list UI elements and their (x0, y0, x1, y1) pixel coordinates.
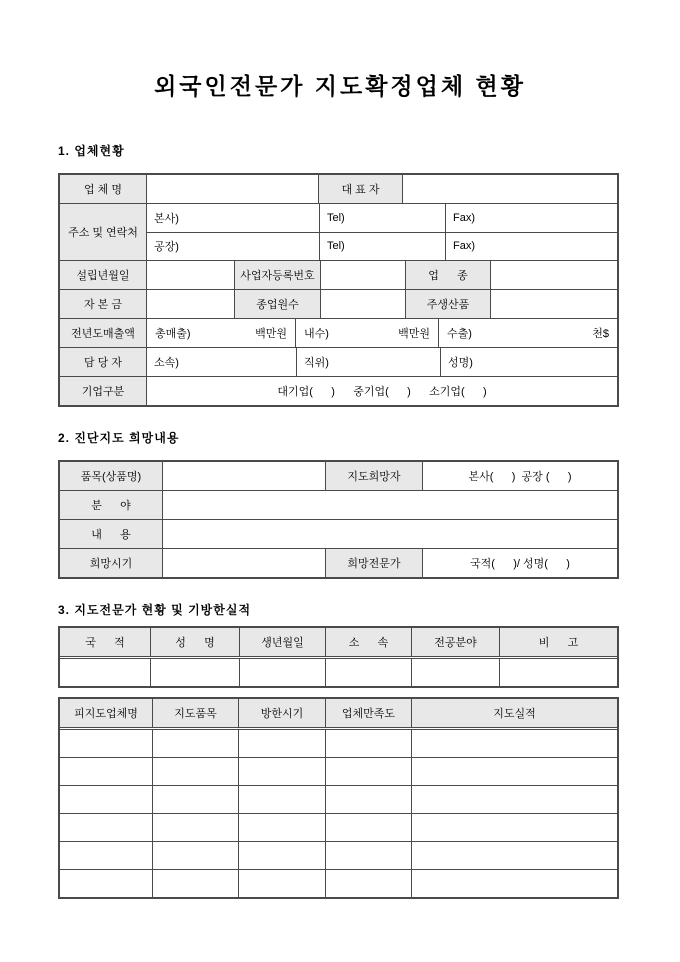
record-cell[interactable] (238, 758, 325, 785)
expert-affiliation-header: 소 속 (325, 628, 411, 656)
record-cell[interactable] (411, 730, 617, 757)
record-cell[interactable] (60, 814, 152, 841)
content-label: 내 용 (60, 520, 162, 548)
guided-item-header: 지도품목 (152, 699, 238, 727)
biz-reg-no-label: 사업자등록번호 (234, 261, 320, 289)
record-cell[interactable] (411, 814, 617, 841)
main-product-field[interactable] (490, 290, 617, 318)
section1-heading: 1. 업체현황 (58, 144, 125, 158)
record-table-row (60, 785, 617, 813)
manager-dept-field[interactable]: 소속) (146, 348, 296, 376)
hq-tel-field[interactable]: Tel) (319, 204, 445, 232)
factory-subrow (147, 232, 617, 261)
field-field[interactable] (162, 491, 617, 519)
record-cell[interactable] (152, 786, 238, 813)
record-cell[interactable] (325, 758, 411, 785)
record-cell[interactable] (152, 870, 238, 897)
biz-reg-no-field[interactable] (320, 261, 405, 289)
employees-field[interactable] (320, 290, 405, 318)
table-row (60, 260, 617, 289)
expert-nationality-cell[interactable] (60, 659, 150, 686)
record-table-row (60, 841, 617, 869)
export-sales-field[interactable] (438, 319, 617, 347)
industry-field[interactable] (490, 261, 617, 289)
domestic-sales-field[interactable] (295, 319, 438, 347)
expert-remarks-header: 비 고 (499, 628, 617, 656)
export-sales-prefix: 수출) (447, 328, 472, 340)
expert-specialty-header: 전공분야 (411, 628, 499, 656)
record-cell[interactable] (60, 842, 152, 869)
expert-remarks-cell[interactable] (499, 659, 617, 686)
desired-timing-label: 희망시기 (60, 549, 162, 577)
guidance-request-table (58, 460, 619, 579)
record-cell[interactable] (411, 842, 617, 869)
record-cell[interactable] (325, 730, 411, 757)
expert-nationality-header: 국 적 (60, 628, 150, 656)
record-cell[interactable] (152, 814, 238, 841)
manager-name-field[interactable]: 성명) (440, 348, 617, 376)
guidance-requester-label: 지도희망자 (325, 462, 422, 490)
prev-year-sales-label: 전년도매출액 (60, 319, 146, 347)
table-row (60, 490, 617, 519)
desired-expert-field[interactable]: 국적( )/ 성명( ) (422, 549, 617, 577)
ceo-field[interactable] (402, 175, 617, 203)
record-cell[interactable] (152, 758, 238, 785)
company-status-table (58, 173, 619, 407)
record-cell[interactable] (238, 730, 325, 757)
total-sales-prefix: 총매출) (155, 328, 191, 340)
guidance-record-table (58, 697, 619, 899)
satisfaction-header: 업체만족도 (325, 699, 411, 727)
capital-label: 자 본 금 (60, 290, 146, 318)
domestic-sales-prefix: 내수) (304, 328, 329, 340)
expert-birthdate-header: 생년월일 (239, 628, 325, 656)
record-cell[interactable] (238, 786, 325, 813)
manager-position-field[interactable]: 직위) (296, 348, 440, 376)
record-table-row (60, 757, 617, 785)
record-cell[interactable] (60, 786, 152, 813)
table-row (60, 318, 617, 347)
company-class-options-field[interactable]: 대기업( ) 중기업( ) 소기업( ) (146, 377, 617, 405)
domestic-sales-unit: 백만원 (398, 328, 430, 340)
record-cell[interactable] (325, 786, 411, 813)
item-name-field[interactable] (162, 462, 325, 490)
industry-label: 업 종 (405, 261, 490, 289)
table-row (60, 376, 617, 405)
record-table-row (60, 869, 617, 897)
hq-fax-field[interactable]: Fax) (445, 204, 617, 232)
ceo-label: 대 표 자 (318, 175, 402, 203)
expert-table-header-row (60, 628, 617, 659)
company-name-field[interactable] (146, 175, 318, 203)
record-cell[interactable] (60, 758, 152, 785)
employees-label: 종업원수 (234, 290, 320, 318)
company-name-label: 업 체 명 (60, 175, 146, 203)
guided-company-header: 피지도업체명 (60, 699, 152, 727)
table-row (60, 519, 617, 548)
record-cell[interactable] (152, 842, 238, 869)
field-label: 분 야 (60, 491, 162, 519)
visit-period-header: 방한시기 (238, 699, 325, 727)
table-row (60, 548, 617, 577)
total-sales-unit: 백만원 (255, 328, 287, 340)
desired-expert-label: 희망전문가 (325, 549, 422, 577)
guidance-requester-field[interactable]: 본사( ) 공장 ( ) (422, 462, 617, 490)
record-table-header-row (60, 699, 617, 730)
guidance-result-header: 지도실적 (411, 699, 617, 727)
factory-address-field[interactable]: 공장) (154, 241, 179, 254)
record-cell[interactable] (325, 870, 411, 897)
founded-date-field[interactable] (146, 261, 234, 289)
table-row (60, 462, 617, 490)
record-cell[interactable] (411, 758, 617, 785)
desired-timing-field[interactable] (162, 549, 325, 577)
expert-name-cell[interactable] (150, 659, 239, 686)
record-cell[interactable] (60, 870, 152, 897)
address-contact-label: 주소 및 연락처 (60, 204, 146, 260)
section3-heading: 3. 지도전문가 현황 및 기방한실적 (58, 603, 252, 617)
record-cell[interactable] (60, 730, 152, 757)
table-row (60, 347, 617, 376)
expert-status-table (58, 626, 619, 688)
company-class-label: 기업구분 (60, 377, 146, 405)
record-cell[interactable] (411, 870, 617, 897)
record-cell[interactable] (325, 842, 411, 869)
record-table-row (60, 730, 617, 757)
record-cell[interactable] (325, 814, 411, 841)
table-row (60, 289, 617, 318)
expert-affiliation-cell[interactable] (325, 659, 411, 686)
table-row (60, 175, 617, 203)
total-sales-field[interactable] (146, 319, 295, 347)
factory-tel-field[interactable]: Tel) (319, 233, 445, 261)
export-sales-unit: 천$ (592, 328, 609, 340)
manager-label: 담 당 자 (60, 348, 146, 376)
page-title: 외국인전문가 지도확정업체 현황 (154, 73, 526, 99)
item-name-label: 품목(상품명) (60, 462, 162, 490)
hq-subrow (147, 204, 617, 232)
capital-field[interactable] (146, 290, 234, 318)
record-cell[interactable] (238, 870, 325, 897)
record-table-row (60, 813, 617, 841)
founded-date-label: 설립년월일 (60, 261, 146, 289)
main-product-label: 주생산품 (405, 290, 490, 318)
record-cell[interactable] (238, 842, 325, 869)
record-cell[interactable] (152, 730, 238, 757)
section2-heading: 2. 진단지도 희망내용 (58, 431, 180, 445)
expert-table-row (60, 659, 617, 686)
expert-name-header: 성 명 (150, 628, 239, 656)
factory-fax-field[interactable]: Fax) (445, 233, 617, 261)
hq-address-field[interactable]: 본사) (154, 212, 179, 225)
table-row (60, 203, 617, 260)
record-cell[interactable] (238, 814, 325, 841)
expert-specialty-cell[interactable] (411, 659, 499, 686)
record-cell[interactable] (411, 786, 617, 813)
expert-birthdate-cell[interactable] (239, 659, 325, 686)
content-field[interactable] (162, 520, 617, 548)
